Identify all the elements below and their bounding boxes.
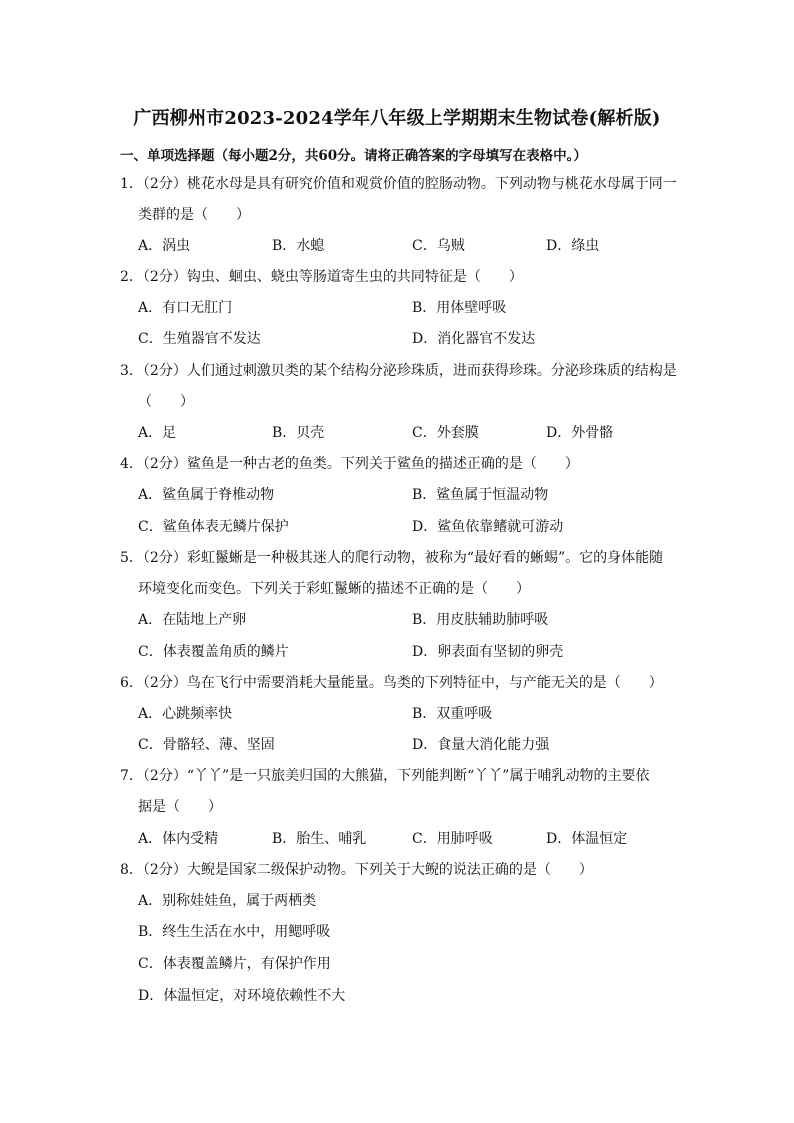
- option-b: B．用皮肤辅助肺呼吸: [412, 612, 549, 628]
- question-stem-continued: 据是（ ）: [138, 799, 222, 815]
- option-d: D．鲨鱼依靠鳍就可游动: [412, 519, 564, 535]
- option-c: C．体表覆盖鳞片，有保护作用: [138, 956, 331, 972]
- option-b: B．双重呼吸: [412, 706, 493, 722]
- option-a: A．在陆地上产卵: [138, 612, 247, 628]
- option-d: D．体温恒定: [546, 831, 628, 847]
- option-a: A．心跳频率快: [138, 706, 233, 722]
- option-c: C．用肺呼吸: [412, 831, 493, 847]
- option-d: D．食量大消化能力强: [412, 737, 550, 753]
- question-8: [120, 855, 680, 886]
- question-stem-continued: 类群的是（ ）: [138, 207, 250, 223]
- option-d: D．消化器官不发达: [412, 331, 536, 347]
- option-a: A．鲨鱼属于脊椎动物: [138, 487, 275, 503]
- question-stem: 1．（2分）桃花水母是具有研究价值和观赏价值的腔肠动物。下列动物与桃花水母属于同一: [120, 176, 677, 192]
- option-a: A．体内受精: [138, 831, 219, 847]
- option-a: A．足: [138, 425, 177, 441]
- option-b: B．水螅: [272, 238, 325, 254]
- option-c: C．鲨鱼体表无鳞片保护: [138, 519, 289, 535]
- question-stem: 8．（2分）大鲵是国家二级保护动物。下列关于大鲵的说法正确的是（ ）: [120, 862, 593, 878]
- page-title: 广西柳州市2023-2024学年八年级上学期期末生物试卷(解析版): [133, 108, 661, 129]
- question-stem: 2．（2分）钩虫、蛔虫、蛲虫等肠道寄生虫的共同特征是（ ）: [120, 269, 523, 285]
- question-3: [120, 356, 680, 418]
- question-1: [120, 169, 680, 231]
- option-c: C．体表覆盖角质的鳞片: [138, 644, 289, 660]
- question-stem: 7．（2分）“丫丫”是一只旅美归国的大熊猫，下列能判断“丫丫”属于哺乳动物的主要依: [120, 768, 650, 784]
- question-7: [120, 761, 680, 823]
- question-stem: 4．（2分）鲨鱼是一种古老的鱼类。下列关于鲨鱼的描述正确的是（ ）: [120, 456, 579, 472]
- option-c: C．骨骼轻、薄、坚固: [138, 737, 275, 753]
- question-stem-continued: 环境变化而变色。下列关于彩虹鬣蜥的描述不正确的是（ ）: [138, 581, 530, 597]
- option-b: B．鲨鱼属于恒温动物: [412, 487, 549, 503]
- question-stem-continued: （ ）: [138, 394, 194, 410]
- question-6: [120, 668, 680, 699]
- option-b: B．终生生活在水中，用鳃呼吸: [138, 924, 331, 940]
- option-b: B．用体壁呼吸: [412, 300, 507, 316]
- option-d: D．体温恒定，对环境依赖性不大: [138, 988, 346, 1004]
- option-d: D．外骨骼: [546, 425, 614, 441]
- option-c: C．外套膜: [412, 425, 479, 441]
- question-stem: 5．（2分）彩虹鬣蜥是一种极其迷人的爬行动物，被称为“最好看的蜥蜴”。它的身体能随: [120, 550, 664, 566]
- question-2: [120, 262, 680, 293]
- question-4: [120, 449, 680, 480]
- question-stem: 3．（2分）人们通过刺激贝类的某个结构分泌珍珠质，进而获得珍珠。分泌珍珠质的结构是: [120, 363, 677, 379]
- option-d: D．卵表面有坚韧的卵壳: [412, 644, 564, 660]
- option-b: B．胎生、哺乳: [272, 831, 367, 847]
- question-5: [120, 543, 680, 605]
- option-c: C．乌贼: [412, 238, 465, 254]
- option-b: B．贝壳: [272, 425, 325, 441]
- option-a: A．涡虫: [138, 238, 191, 254]
- option-a: A．别称娃娃鱼，属于两栖类: [138, 893, 317, 909]
- section-heading: 一、单项选择题（每小题2分，共60分。请将正确答案的字母填写在表格中。）: [120, 148, 587, 164]
- option-d: D．绦虫: [546, 238, 600, 254]
- option-a: A．有口无肛门: [138, 300, 233, 316]
- option-c: C．生殖器官不发达: [138, 331, 261, 347]
- question-stem: 6．（2分）鸟在飞行中需要消耗大量能量。鸟类的下列特征中，与产能无关的是（ ）: [120, 675, 663, 691]
